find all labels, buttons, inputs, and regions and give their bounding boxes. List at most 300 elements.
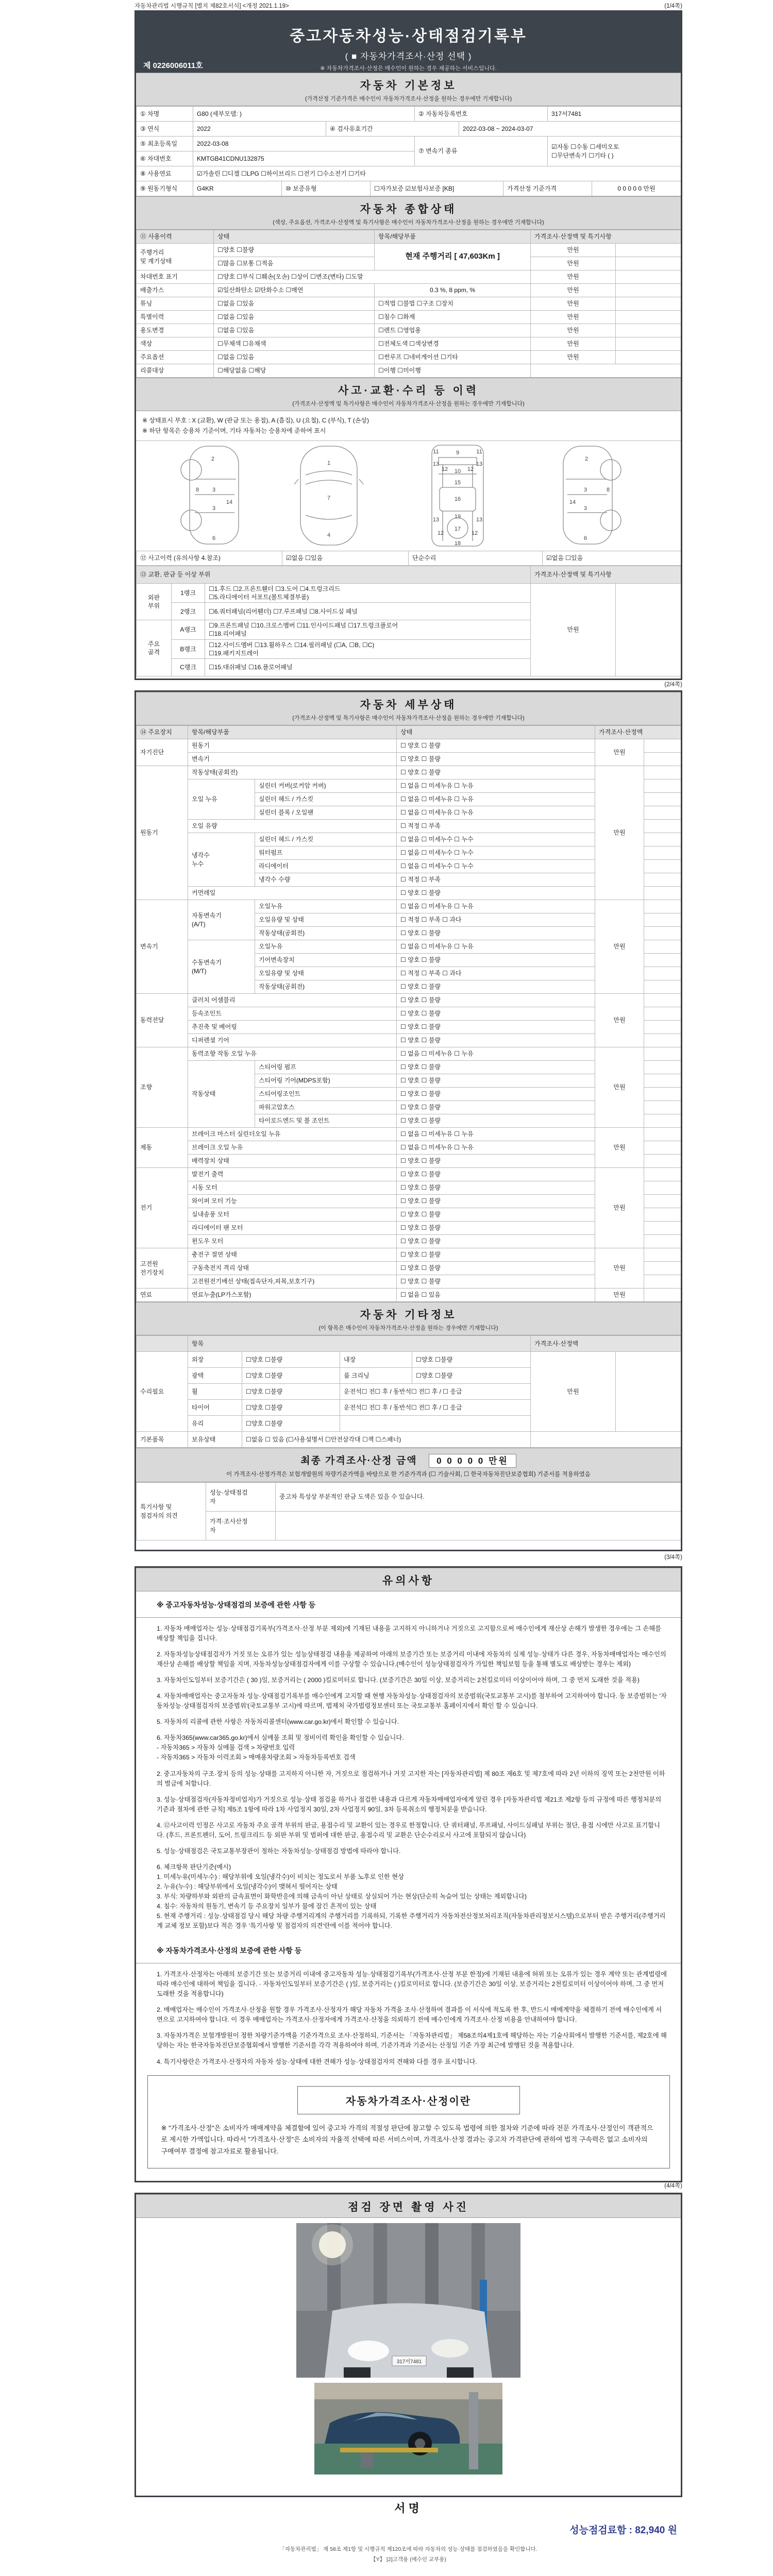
document-title: 중고자동차성능·상태점검기록부 — [290, 28, 527, 45]
table-cell[interactable]: ☐ 적정 ☐ 부족 — [397, 820, 595, 833]
table-cell[interactable]: ☑가솔린 ☐디젤 ☐LPG ☐하이브리드 ☐전기 ☐수소전기 ☐기타 — [193, 166, 681, 181]
table-cell[interactable]: ☐ 양호 ☐ 불량 — [397, 739, 595, 753]
table-cell[interactable]: ☐ 양호 ☐ 불량 — [397, 1088, 595, 1101]
table-cell[interactable]: ☐ 양호 ☐ 불량 — [397, 1275, 595, 1289]
table-cell — [644, 1128, 681, 1141]
svg-text:14: 14 — [569, 499, 576, 505]
table-cell: 수동변속기 (M/T) — [188, 940, 255, 994]
table-cell: 주행거리 및 계기상태 — [137, 244, 214, 270]
table-cell: 만원 — [531, 583, 616, 676]
table-cell: 가격조사·산정액 — [531, 1336, 681, 1352]
table-cell: 윈도우 모터 — [188, 1235, 397, 1248]
table-cell[interactable]: ☐ 양호 ☐ 불량 — [397, 1262, 595, 1275]
table-cell — [616, 297, 681, 311]
table-cell: 만원 — [595, 1248, 644, 1289]
table-cell: ⑫ 사고이력 (유의사항 4.참조) — [137, 551, 282, 565]
price-appraisal-definition-title: 자동차가격조사·산정이란 — [297, 2086, 520, 2114]
table-cell: 만원 — [531, 284, 616, 297]
table-cell: 타이어 — [188, 1400, 242, 1416]
table-cell — [644, 1248, 681, 1262]
table-cell: 배력장치 상태 — [188, 1155, 397, 1168]
table-cell: ⑤ 최초등록일 — [137, 137, 193, 151]
table-cell: 가격산정 기준가격 — [503, 181, 592, 196]
notice-item: 2. 자동차성능상태점검자가 거짓 또는 오류가 있는 성능상태점검 내용을 제공하여 아래의 보증기간 또는 보증거리 이내에 자동차의 실제 성능·상태가 다른 경우, 자동차매매업자는 매수인의 재산상 손해를 배상할 책임을 지며, 자동차성능상태점검자에게 이를 구상할 수 있습니다.(매수인이 성능상태점검자가 가입한 책임보험 등을 통해 별도로 배상받는 경우는 제외) — [157, 1651, 666, 1668]
table-cell[interactable]: ☐ 적정 ☐ 부족 ☐ 과다 — [397, 967, 595, 980]
table-cell[interactable]: ☐ 없음 ☐ 미세누유 ☐ 누유 — [397, 779, 595, 793]
table-cell: 스티어링 기어(MDPS포함) — [255, 1074, 397, 1088]
table-cell: 워터펌프 — [255, 846, 397, 860]
table-cell: ① 차명 — [137, 107, 193, 122]
price-appraisal-definition-box — [147, 2075, 670, 2168]
table-cell — [644, 1235, 681, 1248]
table-cell: ⑩ 보증유형 — [282, 181, 371, 196]
table-cell: 자기진단 — [137, 739, 188, 766]
table-cell — [644, 1168, 681, 1181]
table-cell: 만원 — [531, 324, 616, 337]
table-cell[interactable]: ☐15.대쉬패널 ☐16.플로어패널 — [205, 658, 531, 676]
table-cell[interactable]: ☐없음 ☐있음 — [214, 351, 375, 364]
table-cell[interactable]: ☐ 없음 ☐ 미세누유 ☐ 누유 — [397, 1128, 595, 1141]
table-cell: 만원 — [531, 311, 616, 324]
table-cell[interactable]: ☐ 양호 ☐ 불량 — [397, 980, 595, 994]
table-cell — [616, 337, 681, 351]
table-cell: 전기 — [137, 1168, 188, 1248]
accident-record-table — [136, 551, 681, 566]
table-cell: 외판 부위 — [137, 583, 172, 620]
inspection-photo-lift-side — [314, 2383, 502, 2475]
other-info-note: (이 항목은 매수인이 자동차가격조사·산정을 원하는 경우에만 기재합니다) — [318, 1325, 498, 1331]
table-cell: 오일 누유 — [188, 779, 255, 820]
table-cell[interactable]: ☐ 양호 ☐ 불량 — [397, 1034, 595, 1047]
table-cell[interactable]: ☐렌트 ☐영업용 — [375, 324, 531, 337]
table-cell: 0.3 %, 8 ppm, % — [375, 284, 531, 297]
table-cell[interactable]: ☐ 없음 ☐ 미세누유 ☐ 누유 — [397, 793, 595, 806]
svg-text:3: 3 — [212, 486, 215, 493]
table-cell[interactable]: ☐ 양호 ☐ 불량 — [397, 1235, 595, 1248]
table-cell — [644, 954, 681, 967]
table-cell[interactable]: ☐ 적정 ☐ 부족 ☐ 과다 — [397, 913, 595, 927]
overall-status-title: 자동차 종합상태 — [360, 204, 457, 215]
svg-text:8: 8 — [606, 486, 610, 493]
table-cell: 주요 골격 — [137, 620, 172, 676]
inspector-opinion-table — [136, 1482, 681, 1540]
table-cell[interactable]: ☐ 양호 ☐ 불량 — [397, 1074, 595, 1088]
table-cell[interactable]: ☐ 없음 ☐ 미세누유 ☐ 누유 — [397, 1141, 595, 1155]
table-cell — [644, 873, 681, 887]
table-cell: 색상 — [137, 337, 214, 351]
table-cell — [644, 913, 681, 927]
table-cell: 상태 — [397, 726, 595, 739]
table-cell[interactable]: ☐ 없음 ☐ 있음 — [397, 1289, 595, 1302]
table-cell: 단순수리 — [409, 551, 543, 565]
table-cell[interactable]: ☐침수 ☐화재 — [375, 311, 531, 324]
table-cell: KMTGB41CDNU132875 — [193, 151, 415, 166]
table-cell[interactable]: ☐ 없음 ☐ 미세누수 ☐ 누수 — [397, 860, 595, 873]
table-cell — [531, 364, 681, 378]
table-cell — [644, 887, 681, 900]
table-cell: 와이퍼 모터 기능 — [188, 1195, 397, 1208]
photo-section-title: 점검 장면 촬영 사진 — [348, 2201, 469, 2213]
svg-text:12: 12 — [441, 466, 448, 472]
notice-body — [136, 1591, 681, 2174]
accident-history-note: (가격조사·산정액 및 특기사항은 매수인이 자동차가격조사·산정을 원하는 경우에만 기재합니다) — [292, 401, 525, 407]
damage-code-note-1: ※ 상태표시 부호 : X (교환), W (판금 또는 용접), A (흠집), U (요철), C (부식), T (손상) — [142, 417, 369, 424]
table-cell — [644, 1007, 681, 1021]
table-cell: ⑨ 원동기형식 — [137, 181, 193, 196]
table-cell[interactable]: ☐없음 ☐있음 — [214, 324, 375, 337]
table-cell[interactable]: ☐양호 ☐불량 — [242, 1400, 340, 1416]
page-number-2: (2/4쪽) — [664, 682, 682, 688]
table-cell[interactable]: ☐ 없음 ☐ 미세누유 ☐ 누유 — [397, 940, 595, 954]
table-cell: 만원 — [595, 739, 644, 766]
table-cell: 커먼레일 — [188, 887, 397, 900]
table-cell[interactable]: ☐ 양호 ☐ 불량 — [397, 1208, 595, 1222]
table-cell — [644, 1181, 681, 1195]
table-cell — [644, 753, 681, 766]
table-cell: 실린더 헤드 / 가스킷 — [255, 793, 397, 806]
detail-status-note: (가격조사·산정액 및 특기사항은 매수인이 자동차가격조사·산정을 원하는 경우에만 기재합니다) — [292, 715, 525, 721]
table-cell: 작동상태(공회전) — [255, 927, 397, 940]
svg-text:6: 6 — [212, 535, 215, 541]
table-cell: 특기사항 및 점검자의 의견 — [137, 1483, 206, 1540]
table-cell: 작동상태(공회전) — [188, 766, 397, 779]
table-cell[interactable]: ☐ 없음 ☐ 미세누수 ☐ 누수 — [397, 846, 595, 860]
table-cell: 만원 — [531, 1352, 616, 1432]
table-cell — [644, 833, 681, 846]
page-1-frame — [135, 10, 682, 680]
table-cell[interactable]: ☐1.후드 ☐2.프론트휀더 ☐3.도어 ☐4.트렁크리드 ☐5.라디에이터 서포트(볼트체결부품) — [205, 583, 531, 602]
table-cell: 브레이크 오일 누유 — [188, 1141, 397, 1155]
table-cell[interactable]: ☐ 없음 ☐ 미세누수 ☐ 누수 — [397, 833, 595, 846]
table-cell[interactable]: ☐적법 ☐불법 ☐구조 ☐장치 — [375, 297, 531, 311]
table-cell: 317서7481 — [548, 107, 681, 122]
basic-info-note: (가격산정 기준가격은 매수인이 자동차가격조사·산정을 원하는 경우에만 기재합니다) — [305, 96, 512, 102]
table-cell[interactable]: ☑자동 ☐수동 ☐세미오토 ☐무단변속기 ☐기타 ( ) — [548, 137, 681, 166]
table-cell — [644, 1021, 681, 1034]
table-cell[interactable]: ☐ 양호 ☐ 불량 — [397, 1021, 595, 1034]
price-appraisal-definition-text: ※ "가격조사·산정"은 소비자가 매매계약을 체결함에 있어 중고차 가격의 적절성 판단에 참고할 수 있도록 법령에 의한 절차와 기준에 따라 전문 가격조사·산정인이 객관적으로 제시한 가액입니다. 따라서 "가격조사·산정"은 소비자의 자율적 선택에 따른 서비스이며, 가격조사·산정 결과는 중고차 가격판단에 관하여 법적 구속력은 없고 소비자의 구매여부 결정에 참고자료로 활용됩니다. — [161, 2124, 653, 2156]
table-cell[interactable]: ☑없음 ☐있음 — [543, 551, 681, 565]
accident-history-band — [136, 378, 681, 411]
table-cell: 구동축전지 격리 상태 — [188, 1262, 397, 1275]
table-cell: 가격·조사산정 자 — [206, 1512, 276, 1540]
table-cell — [644, 1262, 681, 1275]
table-cell — [644, 927, 681, 940]
table-cell: 등속조인트 — [188, 1007, 397, 1021]
svg-text:12: 12 — [467, 466, 474, 472]
table-cell — [644, 793, 681, 806]
table-cell: 작동상태(공회전) — [255, 980, 397, 994]
accident-history-title: 사고·교환·수리 등 이력 — [338, 385, 479, 397]
notice-item: 3. 자동차인도일부터 보증기간은 ( 30 )일, 보증거리는 ( 2000 )킬로미터로 합니다. (보증기간은 30일 이상, 보증거리는 2천킬로미터 이상이어야 하며, 그 중 먼저 도래한 것을 적용) — [157, 1676, 640, 1684]
svg-text:10: 10 — [454, 468, 461, 474]
table-cell: 스티어링조인트 — [255, 1088, 397, 1101]
table-cell[interactable]: ☐ 양호 ☐ 불량 — [397, 753, 595, 766]
table-cell[interactable]: ☐이행 ☐미이행 — [375, 364, 531, 378]
document-note: ※ 자동차가격조사·산정은 매수인이 원하는 경우 제공하는 서비스입니다. — [320, 65, 497, 72]
table-cell: 1랭크 — [172, 583, 205, 602]
basic-info-band — [136, 73, 681, 106]
table-cell: 유리 — [188, 1416, 242, 1432]
basic-info-table — [136, 106, 681, 196]
overall-status-table — [136, 230, 681, 378]
table-cell: 리콜대상 — [137, 364, 214, 378]
svg-text:9: 9 — [456, 449, 459, 456]
table-cell[interactable]: ☐없음 ☐있음 — [214, 297, 375, 311]
table-cell[interactable]: ☐ 적정 ☐ 부족 — [397, 873, 595, 887]
table-cell — [616, 257, 681, 270]
table-cell: 실린더 커버(로커암 커버) — [255, 779, 397, 793]
table-cell: 0 0 0 0 0 만원 — [592, 181, 681, 196]
table-cell: 특별이력 — [137, 311, 214, 324]
table-cell — [616, 311, 681, 324]
notice-item: 2. 매매업자는 매수인이 가격조사·산정을 원할 경우 가격조사·산정자가 해당 자동차 가격을 조사·산정하여 결과를 이 서식에 적도록 한 후, 반드시 매매계약을 체결하기 전에 매수인에게 서면으로 고지하여야 합니다. 이 경우 매매업자는 가격조사·산정자에게 가격조사·산정을 의뢰하기 전에 매수인에게 가격조사·산정 비용을 안내하여야 합니다. — [157, 2006, 662, 2024]
table-cell: 디퍼렌셜 기어 — [188, 1034, 397, 1047]
table-cell[interactable]: ☐ 양호 ☐ 불량 — [397, 1101, 595, 1114]
table-cell[interactable]: 운전석☐ 전☐ 후 / 동반석☐ 전☐ 후 / ☐ 응급 — [340, 1400, 531, 1416]
table-cell — [644, 1275, 681, 1289]
table-cell: 기본품목 — [137, 1432, 188, 1448]
table-cell[interactable]: ☑일산화탄소 ☑탄화수소 ☐매연 — [214, 284, 375, 297]
table-cell: 만원 — [531, 270, 616, 284]
table-cell: ⑭ 주요장치 — [137, 726, 188, 739]
table-cell: 오일 유량 — [188, 820, 397, 833]
svg-text:15: 15 — [454, 479, 461, 486]
table-cell — [340, 1416, 531, 1432]
table-cell — [644, 1088, 681, 1101]
table-cell: 타이로드엔드 및 볼 조인트 — [255, 1114, 397, 1128]
notice-item: 4. 특기사항란은 가격조사·산정자의 자동차 성능·상태에 대한 견해가 성능·상태점검자의 견해와 다를 경우 표시합니다. — [157, 2058, 477, 2065]
page-3-frame — [135, 1566, 682, 2182]
table-cell: B랭크 — [172, 639, 205, 658]
table-cell — [531, 1432, 681, 1448]
table-cell: ④ 검사유효기간 — [326, 122, 459, 137]
table-cell — [644, 940, 681, 954]
notice-item: 5. 성능·상태점검은 국토교통부장관이 정하는 자동차성능·상태점검 방법에 따라야 합니다. — [157, 1847, 401, 1855]
table-cell[interactable]: ☐ 없음 ☐ 미세누유 ☐ 누유 — [397, 806, 595, 820]
table-cell: 2022-03-08 ~ 2024-03-07 — [459, 122, 681, 137]
svg-text:3: 3 — [583, 505, 587, 512]
table-cell[interactable]: ☐ 없음 ☐ 미세누유 ☐ 누유 — [397, 1047, 595, 1061]
table-cell[interactable]: ☐ 양호 ☐ 불량 — [397, 1061, 595, 1074]
table-cell[interactable]: ☐해당없음 ☐해당 — [214, 364, 375, 378]
table-cell — [644, 846, 681, 860]
table-cell — [644, 820, 681, 833]
table-cell[interactable]: ☐양호 ☐불량 — [242, 1384, 340, 1400]
table-cell[interactable]: ☐전체도색 ☐색상변경 — [375, 337, 531, 351]
notice-band — [136, 1568, 681, 1591]
table-cell: 튜닝 — [137, 297, 214, 311]
table-cell: 배출가스 — [137, 284, 214, 297]
table-cell[interactable]: ☐없음 ☐있음 — [214, 311, 375, 324]
table-cell: 만원 — [531, 351, 616, 364]
svg-text:19: 19 — [454, 513, 461, 520]
table-cell — [644, 1208, 681, 1222]
table-cell[interactable]: ☐양호 ☐불량 — [412, 1368, 531, 1384]
svg-text:11: 11 — [476, 448, 482, 455]
table-cell[interactable]: ☐6.쿼터패널(리어휀더) ☐7.루프패널 ☐8.사이드실 패널 — [205, 603, 531, 620]
table-cell[interactable]: ☐ 양호 ☐ 불량 — [397, 1155, 595, 1168]
table-cell[interactable]: ☐많음 ☐보통 ☐적음 — [214, 257, 375, 270]
table-cell — [644, 766, 681, 779]
table-cell: 클러치 어셈블리 — [188, 994, 397, 1007]
table-cell: G80 (세부모델: ) — [193, 107, 415, 122]
page-number-4: (4/4쪽) — [664, 2183, 682, 2189]
table-cell[interactable]: ☐ 양호 ☐ 불량 — [397, 994, 595, 1007]
svg-text:6: 6 — [583, 535, 587, 541]
table-cell: 충전구 절연 상태 — [188, 1248, 397, 1262]
document-subtitle: ( ■ 자동차가격조사·산정 선택 ) — [345, 52, 472, 61]
table-cell[interactable]: ☐양호 ☐불량 — [242, 1368, 340, 1384]
svg-text:2: 2 — [584, 455, 588, 462]
table-cell: 냉각수 수량 — [255, 873, 397, 887]
table-cell[interactable]: ☐ 양호 ☐ 불량 — [397, 1181, 595, 1195]
table-cell[interactable]: ☐ 양호 ☐ 불량 — [397, 887, 595, 900]
table-cell — [137, 1336, 188, 1352]
table-cell: 차대번호 표기 — [137, 270, 214, 284]
table-cell — [644, 1289, 681, 1302]
table-cell: 고전원전기배선 상태(접속단자,피복,보호기구) — [188, 1275, 397, 1289]
other-info-title: 자동차 기타정보 — [360, 1309, 457, 1321]
legal-footer-line-1: 「자동차관리법」 제 58조 제1항 및 시행규칙 제120조에 따라 자동차의 성능·상태를 점검하였음을 확인합니다. — [279, 2546, 537, 2552]
overall-status-band — [136, 196, 681, 230]
table-cell — [644, 739, 681, 753]
table-cell[interactable]: ☑없음 ☐있음 — [282, 551, 409, 565]
table-cell — [644, 1114, 681, 1128]
table-cell — [616, 324, 681, 337]
table-cell — [644, 1195, 681, 1208]
table-cell: 연료누출(LP가스포함) — [188, 1289, 397, 1302]
table-cell: 만원 — [595, 1168, 644, 1248]
table-cell[interactable]: ☐ 양호 ☐ 불량 — [397, 1195, 595, 1208]
table-cell: 라디에이터 팬 모터 — [188, 1222, 397, 1235]
notice-item: 3. 자동차가격은 보험개발원이 정한 차량기준가액을 기준가격으로 조사·산정하되, 기준서는 「자동차관리법」 제58조의4제1호에 해당하는 자는 기술사회에서 발행한 기준서를, 제2호에 해당하는 자는 한국자동차진단보증협회에서 발행한 기준서를 각각 적용하여야 하며, 기준가격과 기준서는 산정일 기준 가장 최근에 발행된 것을 적용합니다. — [157, 2032, 667, 2049]
table-cell — [644, 980, 681, 994]
table-cell[interactable]: ☐자가보증 ☑보험사보증 [KB] — [371, 181, 503, 196]
detail-status-title: 자동차 세부상태 — [360, 699, 457, 711]
table-cell: 가격조사·산정액 — [595, 726, 681, 739]
table-cell[interactable]: ☐ 양호 ☐ 불량 — [397, 766, 595, 779]
table-cell[interactable]: ☐ 양호 ☐ 불량 — [397, 1248, 595, 1262]
table-cell: 기어변속장치 — [255, 954, 397, 967]
table-cell: 만원 — [595, 1289, 644, 1302]
notice-item: 1. 가격조사·산정자는 아래의 보증기간 또는 보증거리 이내에 중고자동차 성능·상태점검기록부(가격조사·산정 부분 한정)에 기재된 내용에 허위 또는 오류가 있는 경우 계약 또는 관계법령에 따라 매수인에 대하여 책임을 집니다. · 자동차인도일부터 보증기간은 ( )일, 보증거리는 ( )킬로미터로 합니다. (보증기간은 30일 이상, 보증거리는 2천킬로미터 이상이어야 하며, 그 중 먼저 도래한 것을 적용합니다) — [157, 1971, 667, 1998]
svg-text:13: 13 — [476, 461, 482, 467]
table-cell: 만원 — [595, 766, 644, 900]
table-cell: 만원 — [531, 244, 616, 257]
table-cell: 오일누유 — [255, 940, 397, 954]
table-cell: 2022 — [193, 122, 326, 137]
table-cell[interactable]: ☐9.프론트패널 ☐10.크로스멤버 ☐11.인사이드패널 ☐17.트렁크플로어 ☐18.리어패널 — [205, 620, 531, 639]
table-cell — [644, 1034, 681, 1047]
table-cell[interactable]: 운전석☐ 전☐ 후 / 동반석☐ 전☐ 후 / ☐ 응급 — [340, 1384, 531, 1400]
table-cell: ⑥ 차대번호 — [137, 151, 193, 166]
table-cell: 주요옵션 — [137, 351, 214, 364]
detail-status-table — [136, 725, 681, 1302]
table-cell — [644, 1047, 681, 1061]
table-cell: 2랭크 — [172, 603, 205, 620]
table-cell: 브레이크 마스터 실린더오일 누유 — [188, 1128, 397, 1141]
table-cell[interactable]: ☐ 없음 ☐ 미세누유 ☐ 누유 — [397, 900, 595, 913]
table-cell[interactable]: ☐양호 ☐불량 — [242, 1416, 340, 1432]
table-cell: 용도변경 — [137, 324, 214, 337]
inspection-photo-underbody-front — [296, 2223, 520, 2378]
table-cell[interactable]: ☐없음 ☐ 있음 (☐사용설명서 ☐안전삼각대 ☐잭 ☐스패너) — [242, 1432, 531, 1448]
table-cell[interactable]: ☐썬루프 ☐네비게이션 ☐기타 — [375, 351, 531, 364]
table-cell[interactable]: ☐양호 ☐불량 — [242, 1352, 340, 1368]
table-cell[interactable]: ☐ 양호 ☐ 불량 — [397, 1007, 595, 1021]
table-cell: 파워고압호스 — [255, 1101, 397, 1114]
table-cell: 광택 — [188, 1368, 242, 1384]
notice-item: 3. 성능·상태점검자(자동차정비업자)가 거짓으로 성능·상태 점검을 하거나 점검한 내용과 다르게 자동차매매업자에게 알린 경우 [자동차관리법 제21조 제2항 등의 규정에 따른 행정처분의 기준과 절차에 관한 규칙] 제5조 1항에 따라 1차 사업정지 30일, 2차 사업정지 90일, 3차 등록취소의 행정처분을 받습니다. — [157, 1795, 662, 1813]
table-cell: 실린더 헤드 / 가스킷 — [255, 833, 397, 846]
table-cell — [644, 994, 681, 1007]
svg-text:8: 8 — [195, 486, 199, 493]
table-cell: 만원 — [595, 900, 644, 994]
photo-section-band — [136, 2194, 681, 2218]
table-cell: 중고차 특성상 부분적인 판금 도색은 있을 수 있습니다. — [276, 1483, 681, 1512]
notice-item: 6. 체크항목 판단기준(예시) 1. 미세누유(미세누수) : 해당부위에 오일(냉각수)이 비치는 정도로서 부품 노후로 인한 현상 2. 누유(누수) : 해당부위에서 오일(냉각수)이 맺혀서 떨어지는 상태 3. 부식: 차량하부와 외판의 금속표면이 화학반응에 의해 금속이 아닌 상태로 상실되어 가는 현상(단순히 녹슬어 있는 상태는 제외합니다) 4. 침수: 자동차의 원동기, 변속기 등 주요장치 일부가 물에 잠긴 흔적이 있는 상태 5. 현재 주행거리 : 성능·상태점검 당시 해당 차량 주행거리계의 주행거리를 기록하되, 기록한 주행거리가 자동차전산정보처리조직(자동차관리정보시스템)으로부터 받은 주행거리(주행거리계 교체 정보 포함)보다 적은 경우 '특기사항 및 점검자의 의견'란에 이를 적어야 합니다. — [157, 1863, 666, 1930]
svg-text:16: 16 — [454, 496, 461, 502]
panel-exchange-table — [136, 566, 681, 676]
table-cell: 추진축 및 베어링 — [188, 1021, 397, 1034]
table-cell: 자동변속기 (A/T) — [188, 900, 255, 940]
table-cell: 작동상태 — [188, 1061, 255, 1128]
notice-item: 1. 자동차 매매업자는 성능·상태점검기록부(가격조사·산정 부분 제외)에 기재된 내용을 고지하지 아니하거나 거짓으로 고지함으로써 매수인에게 재산상 손해가 발생한 경우에는 그 손해를 배상할 책임을 집니다. — [157, 1625, 662, 1642]
signature-label: 서명 — [394, 2502, 423, 2515]
table-cell: 연료 — [137, 1289, 188, 1302]
damage-code-note-2: ※ 하단 항목은 승용차 기준이며, 기타 자동차는 승용차에 준하여 표시 — [142, 427, 326, 435]
table-cell: 가격조사·산정액 및 특기사항 — [531, 230, 681, 244]
svg-text:13: 13 — [476, 516, 482, 523]
table-cell: 발전기 출력 — [188, 1168, 397, 1181]
table-cell: C랭크 — [172, 658, 205, 676]
table-cell[interactable]: ☐양호 ☐불량 — [412, 1352, 531, 1368]
svg-text:11: 11 — [432, 448, 439, 455]
notice-item: 2. 중고자동차의 구조·장치 등의 성능·상태를 고지하지 아니한 자, 거짓으로 점검하거나 거짓 고지한 자는 [자동차관리법] 제 80조 제6호 및 제7호에 따라 2년 이하의 징역 또는 2천만원 이하의 벌금에 처합니다. — [157, 1770, 665, 1787]
notice-section-2-title: ※ 자동차가격조사·산정의 보증에 관한 사항 등 — [136, 1937, 681, 1963]
svg-text:4: 4 — [327, 532, 330, 538]
svg-text:3: 3 — [212, 505, 215, 512]
final-price-label: 최종 가격조사·산정 금액 — [300, 1455, 417, 1466]
table-cell: ⑬ 교환, 판금 등 이상 부위 — [137, 566, 531, 583]
table-cell[interactable]: ☐ 양호 ☐ 불량 — [397, 1114, 595, 1128]
page-number-3: (3/4쪽) — [664, 1554, 682, 1561]
table-cell[interactable]: ☐ 양호 ☐ 불량 — [397, 954, 595, 967]
table-cell[interactable]: ☐ 양호 ☐ 불량 — [397, 927, 595, 940]
table-cell: 가격조사·산정액 및 특기사항 — [531, 566, 681, 583]
svg-text:13: 13 — [432, 516, 439, 523]
notice-item: 6. 자동차365(www.car365.go.kr)에서 실매물 조회 및 정비이력 확인을 확인할 수 있습니다. - 자동차365 > 자동차 실매물 검색 > 차량번호 입력 - 자동차365 > 자동차 이력조회 > 매매용차량조회 > 자동차등록번호 검색 — [157, 1734, 404, 1761]
table-cell — [644, 1155, 681, 1168]
notice-title: 유의사항 — [382, 1575, 435, 1587]
table-cell: ⑧ 사용연료 — [137, 166, 193, 181]
legal-footer-line-2: 【Y】 [2]고객용 (매수인 교부용) — [371, 2556, 446, 2563]
notice-section-1-list — [136, 1624, 681, 1931]
table-cell[interactable]: ☐무채색 ☐유채색 — [214, 337, 375, 351]
table-cell[interactable]: ☐ 양호 ☐ 불량 — [397, 1222, 595, 1235]
table-cell[interactable]: ☐ 양호 ☐ 불량 — [397, 1168, 595, 1181]
table-cell[interactable]: ☐양호 ☐불량 — [214, 244, 375, 257]
svg-text:13: 13 — [432, 461, 439, 467]
table-cell: 상태 — [214, 230, 375, 244]
table-cell[interactable]: ☐양호 ☐부식 ☐훼손(오손) ☐상이 ☐변조(변타) ☐도말 — [214, 270, 531, 284]
final-price-band — [136, 1448, 681, 1482]
table-cell: 오일누유 — [255, 900, 397, 913]
table-cell — [616, 270, 681, 284]
table-cell — [644, 967, 681, 980]
table-cell[interactable]: ☐12.사이드멤버 ☐13.휠하우스 ☐14.필러패널 (☐A, ☐B, ☐C) ☐19.패키지트레이 — [205, 639, 531, 658]
